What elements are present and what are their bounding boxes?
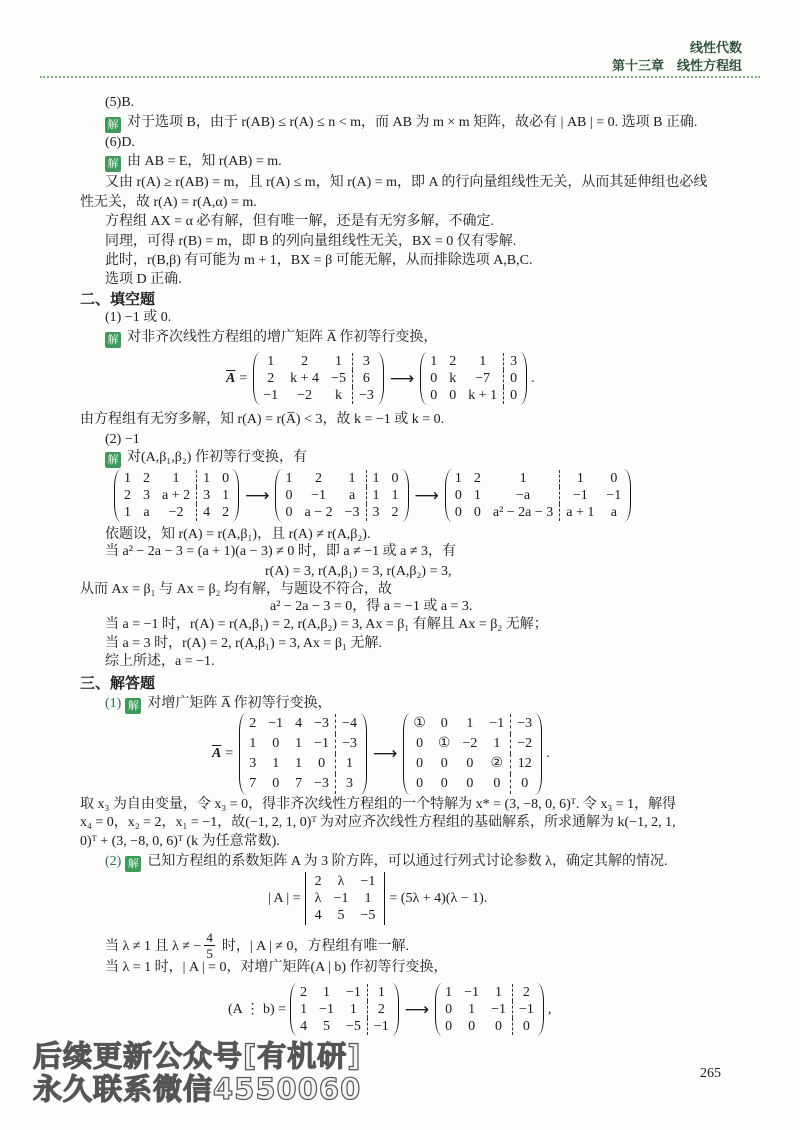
matrix-entry-r3-c4: 3 — [366, 504, 386, 521]
fill-q1-conclusion: 由方程组有无穷多解，知 r(A) = r(A̅) < 3，故 k = −1 或 k = 0. — [80, 412, 445, 427]
watermark-line-2: 永久联系微信4550060 — [33, 1072, 362, 1106]
matrix-entry-r1-c3: −1 — [360, 874, 376, 889]
matrix-entry-r3-c2: 5 — [323, 1019, 331, 1034]
determinant-matrix — [305, 872, 386, 925]
q5-solution-text: 对于选项 B，由于 r(AB) ≤ r(A) ≤ n < m，而 AB 为 m × m 矩阵，故必有 | AB | = 0. 选项 B 正确. — [127, 115, 698, 130]
matrix-entry-r1-c2: −1 — [268, 716, 284, 731]
solve-q1-label: (1) — [105, 696, 122, 711]
matrix-entry-r1-c1: 1 — [124, 471, 131, 486]
matrix-entry-r1-c5: 0 — [391, 471, 399, 486]
solve-q1-line-3: 0)ᵀ + (3, −8, 0, 6)ᵀ (k 为任意常数). — [80, 834, 280, 849]
q6-solution-line-1 — [105, 153, 282, 172]
matrix-entry-r4-c1: 7 — [249, 776, 257, 791]
fill-q1-intro-text: 对非齐次线性方程组的增广矩阵 A̅ 作初等行变换， — [127, 330, 438, 345]
header-divider — [40, 76, 760, 78]
end-mark: , — [547, 1001, 552, 1017]
matrix-entry-r3-c4: 4 — [196, 504, 216, 521]
matrix-entry-r3-c1: 0 — [285, 505, 293, 520]
q6-solution-line-6: 此时，r(B,β) 有可能为 m + 1，BX = β 可能无解，从而排除选项 A,B,C. — [105, 253, 533, 268]
matrix-entry-r2-c3: 1 — [349, 1002, 357, 1017]
matrix-entry-r2-c5: 1 — [391, 488, 399, 503]
matrix-entry-r4-c4: 0 — [493, 776, 501, 791]
matrix-entry-r3-c5: 1 — [335, 754, 363, 774]
equals-sign: = — [225, 746, 234, 761]
matrix-entry-r3-c2: 0 — [449, 388, 457, 403]
matrix-entry-r1-c3: 1 — [495, 985, 503, 1000]
matrix-entry-r3-c2: a − 2 — [304, 505, 333, 520]
solution-tag: 解 — [105, 332, 121, 348]
solve-q1-row-reduction — [212, 713, 550, 795]
matrix-entry-r2-c2: 1 — [473, 488, 481, 503]
fill-q1-row-reduction — [226, 352, 535, 405]
matrix-entry-r2-c3: −a — [516, 488, 531, 503]
matrix-entry-r3-c4: 0 — [318, 756, 326, 771]
book-title: 线性代数 — [689, 41, 742, 56]
fill-q1-intro — [105, 329, 437, 348]
solve-q2-label: (2) — [105, 854, 122, 869]
matrix-entry-r3-c3: 1 — [295, 756, 303, 771]
matrix-entry-r2-c3: 1 — [364, 891, 372, 906]
matrix-entry-r1-c5: 0 — [610, 471, 618, 486]
q6-solution-text: 由 AB = E，知 r(AB) = m. — [127, 154, 282, 169]
fill-q2-intro-text: 对(A,β₁,β₂) 作初等行变换，有 — [127, 450, 307, 465]
matrix-entry-r3-c2: a — [143, 505, 150, 520]
matrix-entry-r1-c3: 1 — [335, 354, 343, 369]
solve-q1-line-2: x₄ = 0，x₂ = 2，x₁ = −1，故(−1, 2, 1, 0)ᵀ 为对应齐次线性方程组的基础解系，所求通解为 k(−1, 2, 1, — [80, 815, 676, 830]
matrix-entry-r2-c2: 0 — [272, 736, 280, 751]
matrix-step-3 — [445, 469, 631, 522]
matrix-entry-r1-c3: 4 — [295, 716, 303, 731]
matrix-entry-r1-c4: −1 — [489, 716, 505, 731]
matrix-entry-r3-c3: −5 — [360, 908, 376, 923]
matrix-entry-r3-c3: k + 1 — [468, 388, 498, 403]
matrix-augmented-before — [290, 983, 399, 1036]
determinant-lhs: | A | = — [268, 890, 301, 906]
matrix-entry-r1-c4: 3 — [352, 353, 380, 370]
matrix-entry-r1-c1: 2 — [314, 874, 322, 889]
matrix-entry-r2-c1: 1 — [300, 1002, 308, 1017]
matrix-entry-r1-c4: 1 — [559, 470, 600, 487]
fill-q2-line-5: a² − 2a − 3 = 0，得 a = −1 或 a = 3. — [270, 599, 473, 614]
matrix-entry-r3-c3: −5 — [345, 1019, 361, 1034]
matrix-entry-r4-c4: −3 — [314, 776, 330, 791]
fill-q2-line-3: r(A) = 3, r(A,β₁) = 3, r(A,β₂) = 3, — [265, 564, 452, 579]
matrix-entry-r4-c3: 0 — [466, 776, 474, 791]
matrix-entry-r2-c1: 0 — [285, 488, 293, 503]
matrix-entry-r3-c5: a — [610, 505, 617, 520]
matrix-entry-r3-c4: 0 — [503, 387, 523, 404]
matrix-entry-r2-c2: −1 — [311, 488, 326, 503]
matrix-entry-r4-c2: 0 — [440, 776, 448, 791]
fill-q1-answer: (1) −1 或 0. — [105, 310, 172, 325]
solve-q1-intro-text: 对增广矩阵 A̅ 作初等行变换， — [147, 696, 332, 711]
matrix-entry-r3-c4: a + 1 — [559, 504, 600, 521]
matrix-entry-r3-c1: 0 — [430, 388, 438, 403]
fraction-denominator: 5 — [206, 945, 213, 961]
matrix-entry-r1-c3: 1 — [348, 471, 356, 486]
matrix-entry-r3-c4: −1 — [367, 1018, 395, 1035]
matrix-entry-r3-c2: 0 — [440, 756, 448, 771]
q6-solution-line-2: 又由 r(A) ≥ r(AB) = m，且 r(A) ≤ m，知 r(A) = m，即 A 的行向量组线性无关，从而其延伸组也必线 — [105, 175, 708, 190]
matrix-entry-r2-c3: a — [348, 488, 356, 503]
q6-solution-line-7: 选项 D 正确. — [105, 272, 182, 287]
matrix-entry-r4-c5: 0 — [510, 774, 538, 794]
solve-q1-line-1: 取 x₃ 为自由变量，令 x₃ = 0，得非齐次线性方程组的一个特解为 x* = (3, −8, 0, 6)ᵀ. 令 x₃ = 1，解得 — [80, 797, 677, 812]
matrix-entry-r1-c2: 2 — [473, 471, 481, 486]
q6-answer: (6)D. — [105, 135, 135, 150]
solve-q2-row-reduction — [228, 983, 551, 1036]
solution-tag: 解 — [105, 156, 121, 172]
matrix-entry-r3-c3: 0 — [495, 1019, 503, 1034]
fill-q2-intro — [105, 449, 307, 468]
matrix-entry-r2-c3: a + 2 — [162, 488, 191, 503]
matrix-augmented-after — [420, 352, 527, 405]
matrix-augmented-before — [239, 713, 367, 795]
arrow-icon: ⟶ — [389, 368, 415, 389]
matrix-entry-r1-c2: 2 — [301, 354, 309, 369]
matrix-entry-r1-c5: −3 — [510, 714, 538, 734]
case-unique-suffix: 时，| A | ≠ 0，方程组有唯一解. — [221, 939, 409, 954]
matrix-entry-r2-c4: 6 — [352, 370, 380, 387]
solution-tag: 解 — [105, 117, 121, 133]
matrix-entry-r4-c1: 0 — [416, 776, 424, 791]
matrix-entry-r2-c2: ① — [437, 736, 451, 751]
watermark-line-1: 后续更新公众号[有机研] — [33, 1039, 362, 1073]
matrix-entry-r1-c3: 1 — [466, 716, 474, 731]
matrix-entry-r1-c2: 2 — [449, 354, 457, 369]
solve-q2-intro — [105, 853, 667, 872]
matrix-entry-r1-c4: 1 — [366, 470, 386, 487]
fraction-numerator: 4 — [206, 929, 213, 945]
fill-q2-line-4: 从而 Ax = β₁ 与 Ax = β₂ 均有解，与题设不符合，故 — [80, 582, 393, 597]
fill-q2-line-8: 综上所述，a = −1. — [105, 654, 215, 669]
matrix-entry-r3-c2: −2 — [297, 388, 313, 403]
matrix-entry-r3-c5: 2 — [222, 505, 230, 520]
matrix-entry-r1-c1: 1 — [285, 471, 293, 486]
fill-q2-line-2: 当 a² − 2a − 3 = (a + 1)(a − 3) ≠ 0 时，即 a ≠ −1 或 a ≠ 3，有 — [105, 544, 457, 559]
matrix-entry-r2-c3: −1 — [491, 1002, 506, 1017]
matrix-entry-r3-c1: 3 — [249, 756, 257, 771]
matrix-entry-r2-c5: −3 — [335, 734, 363, 754]
q6-solution-line-3: 性无关，故 r(A) = r(A,α) = m. — [80, 195, 257, 210]
matrix-step-1 — [114, 469, 239, 522]
matrix-entry-r1-c4: 3 — [503, 353, 523, 370]
solution-tag: 解 — [125, 698, 141, 714]
matrix-entry-r2-c5: 1 — [222, 488, 230, 503]
augmented-lhs: (A ⋮ b) = — [228, 1002, 287, 1017]
fill-q2-row-reduction — [110, 469, 635, 522]
matrix-entry-r1-c3: 1 — [519, 471, 527, 486]
matrix-entry-r2-c2: 3 — [143, 488, 150, 503]
matrix-entry-r2-c1: λ — [314, 891, 322, 906]
matrix-entry-r3-c1: 4 — [300, 1019, 308, 1034]
matrix-entry-r1-c1: 1 — [267, 354, 275, 369]
matrix-entry-r2-c4: 2 — [367, 1001, 395, 1018]
equals-sign: = — [239, 370, 248, 386]
matrix-entry-r2-c4: 3 — [196, 487, 216, 504]
matrix-entry-r2-c4: 1 — [493, 736, 501, 751]
matrix-entry-r3-c3: 0 — [466, 756, 474, 771]
matrix-entry-r2-c2: −1 — [333, 891, 349, 906]
matrix-entry-r4-c2: 0 — [272, 776, 280, 791]
q5-solution — [105, 114, 697, 133]
matrix-entry-r2-c3: 1 — [295, 736, 303, 751]
matrix-entry-r1-c2: 2 — [315, 471, 323, 486]
solution-tag: 解 — [105, 452, 121, 468]
matrix-echelon-form — [403, 713, 542, 795]
matrix-entry-r1-c3: 1 — [172, 471, 180, 486]
matrix-entry-r4-c3: 7 — [295, 776, 303, 791]
matrix-entry-r2-c2: 1 — [468, 1002, 476, 1017]
matrix-entry-r1-c4: −3 — [314, 716, 330, 731]
matrix-entry-r1-c2: λ — [337, 874, 345, 889]
matrix-entry-r2-c3: −5 — [331, 371, 346, 386]
matrix-entry-r3-c5: 12 — [510, 754, 538, 774]
matrix-entry-r2-c5: −1 — [606, 488, 622, 503]
matrix-entry-r3-c4: ② — [490, 756, 504, 771]
matrix-entry-r3-c3: −2 — [168, 505, 184, 520]
matrix-entry-r2-c2: −1 — [319, 1002, 334, 1017]
matrix-entry-r2-c4: −1 — [314, 736, 330, 751]
matrix-entry-r2-c3: −2 — [462, 736, 478, 751]
matrix-entry-r1-c3: 1 — [479, 354, 487, 369]
augmented-matrix-symbol: $\overline{A}$ — [226, 370, 236, 386]
fill-q2-answer: (2) −1 — [105, 432, 140, 447]
matrix-entry-r1-c4: 2 — [512, 984, 540, 1001]
solve-q1-intro — [105, 695, 332, 714]
matrix-entry-r3-c2: 1 — [272, 756, 280, 771]
case-unique-prefix: 当 λ ≠ 1 且 λ ≠ − — [105, 939, 202, 954]
matrix-entry-r1-c2: 2 — [143, 471, 150, 486]
matrix-entry-r1-c1: 1 — [430, 354, 438, 369]
section-heading-solve: 三、解答题 — [80, 674, 156, 692]
matrix-entry-r3-c1: 0 — [445, 1019, 453, 1034]
arrow-icon: ⟶ — [414, 485, 439, 506]
section-heading-fill-in: 二、填空题 — [80, 290, 156, 308]
matrix-entry-r2-c3: −7 — [475, 371, 491, 386]
page-number: 265 — [700, 1066, 721, 1081]
arrow-icon: ⟶ — [404, 999, 430, 1020]
matrix-entry-r2-c4: 1 — [366, 487, 386, 504]
matrix-entry-r3-c2: 5 — [337, 908, 345, 923]
matrix-entry-r1-c1: 2 — [300, 985, 308, 1000]
solution-tag: 解 — [125, 856, 141, 872]
matrix-entry-r2-c1: 0 — [430, 371, 438, 386]
matrix-step-2 — [275, 469, 408, 522]
matrix-entry-r2-c1: 0 — [454, 488, 462, 503]
matrix-entry-r3-c2: 0 — [468, 1019, 476, 1034]
matrix-entry-r3-c4: 0 — [512, 1018, 540, 1035]
q6-solution-line-5: 同理，可得 r(B) = m，即 B 的列向量组线性无关，BX = 0 仅有零解. — [105, 234, 517, 249]
matrix-entry-r3-c3: −3 — [344, 505, 360, 520]
matrix-entry-r2-c2: k — [449, 371, 457, 386]
matrix-entry-r2-c4: −1 — [559, 487, 600, 504]
chapter-title: 第十三章 线性方程组 — [611, 59, 742, 74]
matrix-entry-r3-c2: 0 — [473, 505, 481, 520]
matrix-entry-r2-c2: k + 4 — [290, 371, 320, 386]
end-mark: . — [531, 370, 535, 386]
solve-q2-determinant — [268, 872, 487, 925]
matrix-entry-r2-c1: 0 — [445, 1002, 453, 1017]
arrow-icon: ⟶ — [372, 744, 398, 764]
matrix-augmented-after — [435, 983, 544, 1036]
augmented-matrix-symbol: $\overline{A}$ — [212, 746, 222, 761]
matrix-entry-r1-c2: −1 — [464, 985, 480, 1000]
matrix-entry-r2-c1: 0 — [416, 736, 424, 751]
matrix-entry-r1-c1: 1 — [454, 471, 462, 486]
matrix-entry-r3-c1: 0 — [416, 756, 424, 771]
q5-answer: (5)B. — [105, 95, 135, 110]
matrix-entry-r1-c5: −4 — [335, 714, 363, 734]
matrix-entry-r3-c3: a² − 2a − 3 — [492, 505, 554, 520]
matrix-entry-r2-c4: 0 — [503, 370, 523, 387]
fill-q2-line-6: 当 a = −1 时，r(A) = r(A,β₁) = 2, r(A,β₂) = 3, Ax = β₁ 有解且 Ax = β₂ 无解； — [105, 617, 548, 632]
matrix-entry-r1-c1: ① — [413, 716, 426, 731]
end-mark: . — [546, 746, 550, 761]
matrix-entry-r2-c4: −1 — [512, 1001, 540, 1018]
q6-solution-line-4: 方程组 AX = α 必有解，但有唯一解，还是有无穷多解，不确定. — [105, 214, 494, 229]
matrix-entry-r1-c1: 2 — [249, 716, 257, 731]
matrix-entry-r1-c1: 1 — [445, 985, 453, 1000]
matrix-entry-r3-c1: 0 — [454, 505, 462, 520]
matrix-entry-r3-c1: −1 — [263, 388, 279, 403]
matrix-entry-r4-c5: 3 — [335, 774, 363, 794]
solve-q2-case-unique — [105, 929, 409, 961]
matrix-entry-r2-c1: 2 — [267, 371, 275, 386]
fill-q2-line-7: 当 a = 3 时，r(A) = 2, r(A,β₁) = 3, Ax = β₁ 无解. — [105, 636, 382, 651]
matrix-entry-r3-c5: 2 — [391, 505, 399, 520]
matrix-entry-r1-c4: 1 — [367, 984, 395, 1001]
matrix-entry-r3-c3: k — [335, 388, 343, 403]
fraction — [204, 930, 215, 961]
matrix-entry-r1-c5: 0 — [222, 471, 230, 486]
matrix-entry-r2-c1: 2 — [124, 488, 131, 503]
matrix-entry-r1-c2: 1 — [323, 985, 331, 1000]
matrix-entry-r3-c1: 4 — [314, 908, 322, 923]
matrix-entry-r3-c1: 1 — [124, 505, 131, 520]
fill-q2-line-1: 依题设，知 r(A) = r(A,β₁)，且 r(A) ≠ r(A,β₂). — [105, 527, 371, 542]
determinant-rhs: = (5λ + 4)(λ − 1). — [389, 890, 488, 906]
matrix-entry-r2-c1: 1 — [249, 736, 257, 751]
matrix-entry-r1-c3: −1 — [345, 985, 361, 1000]
arrow-icon: ⟶ — [245, 485, 270, 506]
matrix-entry-r2-c5: −2 — [510, 734, 538, 754]
matrix-augmented-before — [253, 352, 384, 405]
matrix-entry-r1-c4: 1 — [196, 470, 216, 487]
matrix-entry-r1-c2: 0 — [440, 716, 448, 731]
solve-q2-case-lambda-1: 当 λ = 1 时，| A | = 0，对增广矩阵(A | b) 作初等行变换， — [105, 960, 448, 975]
solve-q2-intro-text: 已知方程组的系数矩阵 A 为 3 阶方阵，可以通过行列式讨论参数 λ，确定其解的情况. — [147, 854, 668, 869]
matrix-entry-r3-c4: −3 — [352, 387, 380, 404]
